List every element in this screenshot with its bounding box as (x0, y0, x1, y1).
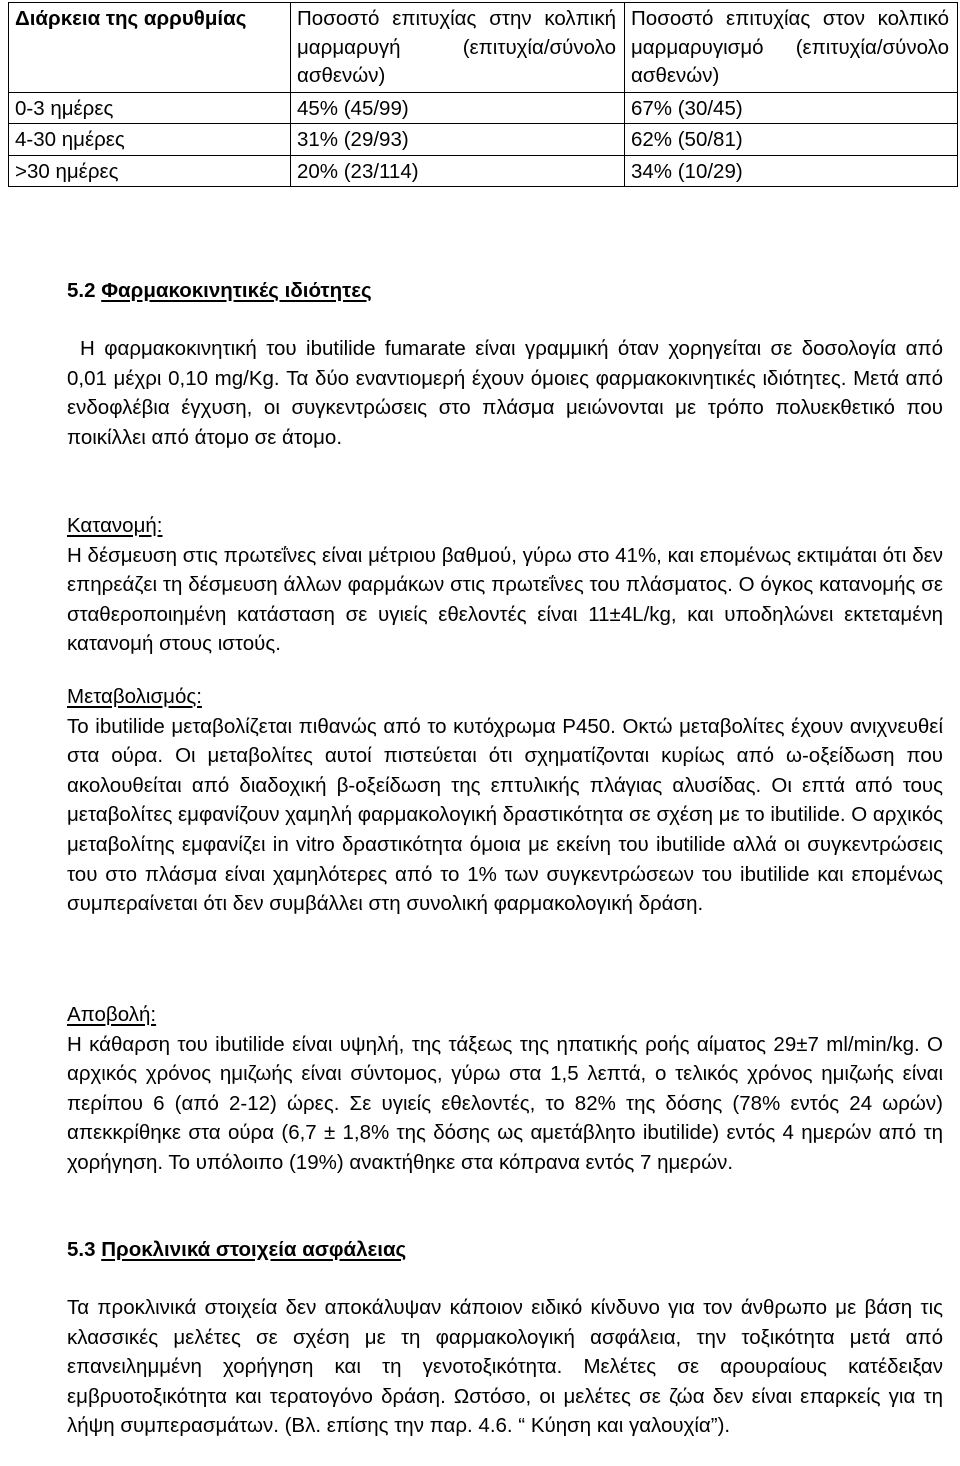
table-cell: 4-30 ημέρες (9, 124, 291, 156)
paragraph: Το ibutilide μεταβολίζεται πιθανώς από το κυτόχρωμα P450. Οκτώ μεταβολίτες έχουν ανιχνευθεί στα ούρα. Οι μεταβολίτες αυτοί πιστεύεται ότι σχηματίζονται κυρίως από ω-οξείδωση που ακολουθείται από διαδοχική β-οξείδωση της επτυλικής πλάγιας αλυσίδας. Οι επτά από τους μεταβολίτες εμφανίζουν χαμηλή φαρμακολογική δραστικότητα σε σχέση με το ibutilide. Ο αρχικός μεταβολίτης εμφανίζει in vitro δραστικότητα όμοια με εκείνη του ibutilide αλλά οι συγκεντρώσεις του στο πλάσμα είναι χαμηλότερες από το 1% των συγκεντρώσεων του ibutilide και επομένως συμπεραίνεται ότι δεν συμβάλλει στη συνολική φαρμακολογική δράση. (67, 714, 943, 916)
table-cell: 31% (29/93) (291, 124, 625, 156)
pharmacokinetics-intro (67, 334, 943, 452)
success-rate-table (8, 2, 958, 187)
section-heading-5-2 (67, 276, 372, 306)
elimination-block (67, 1000, 943, 1178)
preclinical-block (67, 1293, 943, 1441)
table-header-cell: Ποσοστό επιτυχίας στον κολπικό μαρμαρυγισμό (επιτυχία/σύνολο ασθενών) (625, 3, 958, 93)
table-header-cell: Ποσοστό επιτυχίας στην κολπική μαρμαρυγή (επιτυχία/σύνολο ασθενών) (291, 3, 625, 93)
table-cell: >30 ημέρες (9, 155, 291, 187)
table-row (9, 155, 958, 187)
metabolism-block (67, 682, 943, 919)
section-title: Προκλινικά στοιχεία ασφάλειας (101, 1238, 407, 1261)
paragraph: Η κάθαρση του ibutilide είναι υψηλή, της τάξεως της ηπατικής ροής αίματος 29±7 ml/min/kg. Ο αρχικός χρόνος ημιζωής είναι σύντομος, γύρω στα 1,5 λεπτά, ο τελικός χρόνος ημιζωής είναι περίπου 6 (από 2-12) ώρες. Σε υγιείς εθελοντές, το 82% της δόσης (78% εντός 24 ωρών) απεκκρίθηκε στα ούρα (6,7 ± 1,8% της δόσης ως αμετάβλητο ibutilide) εντός 4 ημερών από τη χορήγηση. Το υπόλοιπο (19%) ανακτήθηκε στα κόπρανα εντός 7 ημερών. (67, 1032, 943, 1174)
table-cell: 45% (45/99) (291, 92, 625, 124)
table-cell: 67% (30/45) (625, 92, 958, 124)
distribution-label: Κατανομή: (67, 514, 163, 537)
metabolism-label: Μεταβολισμός: (67, 685, 202, 708)
paragraph: Η φαρμακοκινητική του ibutilide fumarate είναι γραμμική όταν χορηγείται σε δοσολογία από 0,01 μέχρι 0,10 mg/Kg. Τα δύο εναντιομερή έχουν όμοιες φαρμακοκινητικές ιδιότητες. Μετά από ενδοφλέβια έγχυση, οι συγκεντρώσεις στο πλάσμα μειώνονται με τρόπο πολυεκθετικό που ποικίλλει από άτομο σε άτομο. (67, 337, 943, 449)
table-header-row (9, 3, 958, 93)
elimination-label: Αποβολή: (67, 1003, 157, 1026)
section-number: 5.3 (67, 1238, 96, 1261)
section-title: Φαρμακοκινητικές ιδιότητες (101, 279, 372, 302)
table-cell: 0-3 ημέρες (9, 92, 291, 124)
table-cell: 62% (50/81) (625, 124, 958, 156)
distribution-block (67, 511, 943, 659)
table-row (9, 92, 958, 124)
table-row (9, 124, 958, 156)
table-cell: 20% (23/114) (291, 155, 625, 187)
table-header-cell: Διάρκεια της αρρυθμίας (9, 3, 291, 93)
section-heading-5-3 (67, 1235, 406, 1265)
table-cell: 34% (10/29) (625, 155, 958, 187)
paragraph: Τα προκλινικά στοιχεία δεν αποκάλυψαν κάποιον ειδικό κίνδυνο για τον άνθρωπο με βάση τις κλασσικές μελέτες σε σχέση με τη φαρμακολογική ασφάλεια, την τοξικότητα μετά από επανειλημμένη χορήγηση και τη γενοτοξικότητα. Μελέτες σε αρουραίους κατέδειξαν εμβρυοτοξικότητα και τερατογόνο δράση. Ωστόσο, οι μελέτες σε ζώα δεν είναι επαρκείς για τη λήψη συμπερασμάτων. (Βλ. επίσης την παρ. 4.6. “ Κύηση και γαλουχία”). (67, 1296, 943, 1438)
section-number: 5.2 (67, 279, 96, 302)
paragraph: Η δέσμευση στις πρωτεΐνες είναι μέτριου βαθμού, γύρω στο 41%, και επομένως εκτιμάται ότι δεν επηρεάζει τη δέσμευση άλλων φαρμάκων στις πρωτεΐνες του πλάσματος. Ο όγκος κατανομής σε σταθεροποιημένη κατάσταση σε υγιείς εθελοντές είναι 11±4L/kg, και υποδηλώνει εκτεταμένη κατανομή στους ιστούς. (67, 543, 943, 656)
